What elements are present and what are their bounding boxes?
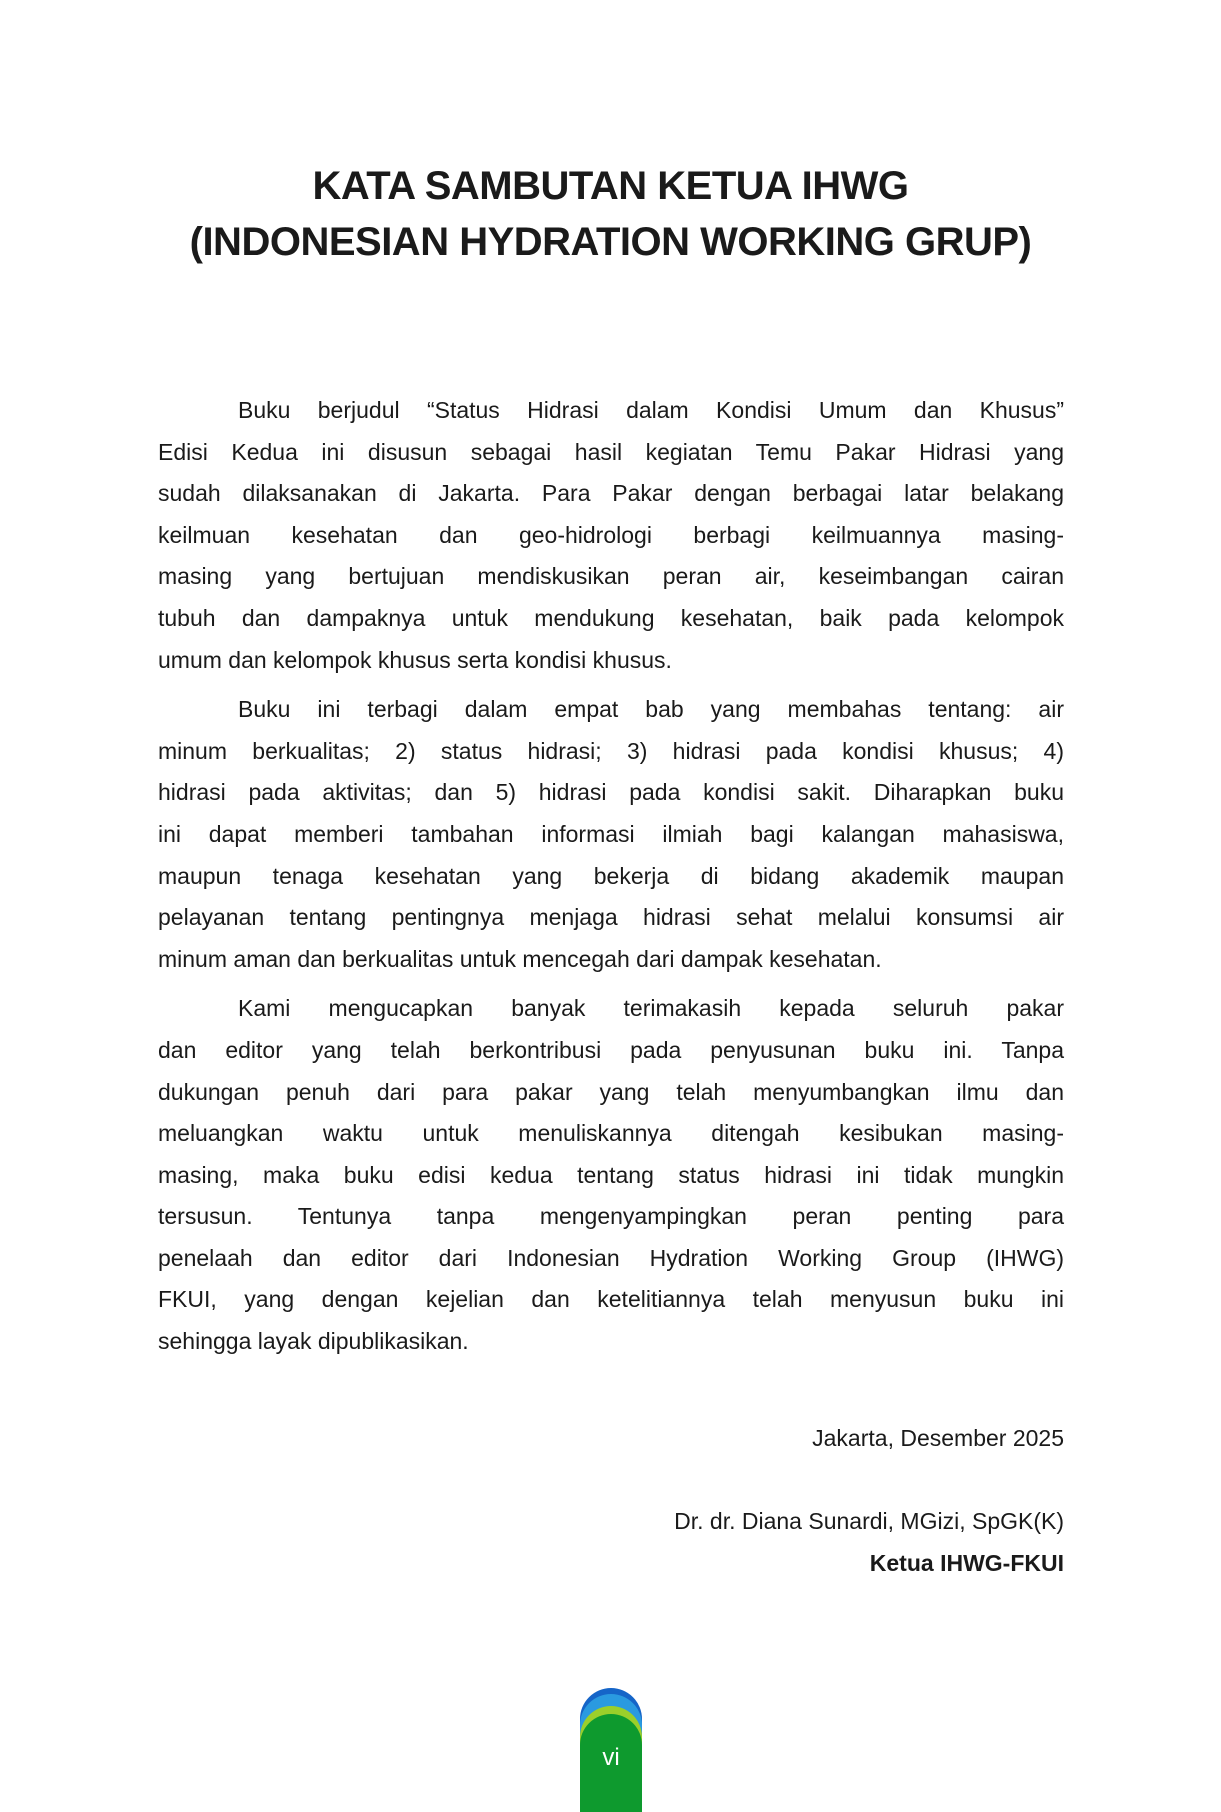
text-line: hidrasi pada aktivitas; dan 5) hidrasi pada kondisi sakit. Diharapkan buku bbox=[158, 779, 1064, 806]
body-text bbox=[158, 390, 1064, 1371]
text-line: Buku ini terbagi dalam empat bab yang membahas tentang: air bbox=[238, 696, 1064, 723]
place-date: Jakarta, Desember 2025 bbox=[812, 1425, 1064, 1451]
text-line: FKUI, yang dengan kejelian dan ketelitiannya telah menyusun buku ini bbox=[158, 1286, 1064, 1313]
text-line: masing, maka buku edisi kedua tentang status hidrasi ini tidak mungkin bbox=[158, 1161, 1064, 1188]
page-number-tab bbox=[580, 1688, 642, 1812]
text-line: umum dan kelompok khusus serta kondisi khusus. bbox=[158, 646, 672, 673]
text-line: dan editor yang telah berkontribusi pada penyusunan buku ini. Tanpa bbox=[158, 1036, 1064, 1063]
text-line: minum aman dan berkualitas untuk mencegah dari dampak kesehatan. bbox=[158, 945, 882, 972]
text-line: masing yang bertujuan mendiskusikan peran air, keseimbangan cairan bbox=[158, 563, 1064, 590]
text-line: Buku berjudul “Status Hidrasi dalam Kondisi Umum dan Khusus” bbox=[238, 397, 1064, 423]
text-line: Kami mengucapkan banyak terimakasih kepada seluruh pakar bbox=[238, 995, 1064, 1022]
paragraph bbox=[158, 390, 1064, 681]
paragraph bbox=[158, 988, 1064, 1362]
text-line: meluangkan waktu untuk menuliskannya ditengah kesibukan masing- bbox=[158, 1120, 1064, 1147]
text-line: maupun tenaga kesehatan yang bekerja di bidang akademik maupan bbox=[158, 862, 1064, 889]
text-line: keilmuan kesehatan dan geo-hidrologi berbagi keilmuannya masing- bbox=[158, 521, 1064, 548]
page-number: vi bbox=[602, 1744, 620, 1771]
text-line: penelaah dan editor dari Indonesian Hydration Working Group (IHWG) bbox=[158, 1244, 1064, 1271]
signatory-role: Ketua IHWG-FKUI bbox=[869, 1550, 1064, 1576]
page-title-line-2: (INDONESIAN HYDRATION WORKING GRUP) bbox=[189, 220, 1032, 264]
text-line: minum berkualitas; 2) status hidrasi; 3) hidrasi pada kondisi khusus; 4) bbox=[158, 737, 1064, 764]
text-line: sudah dilaksanakan di Jakarta. Para Pakar dengan berbagai latar belakang bbox=[158, 480, 1064, 507]
text-line: tubuh dan dampaknya untuk mendukung kesehatan, baik pada kelompok bbox=[158, 604, 1064, 631]
text-line: sehingga layak dipublikasikan. bbox=[158, 1328, 469, 1355]
text-line: ini dapat memberi tambahan informasi ilmiah bagi kalangan mahasiswa, bbox=[158, 820, 1064, 847]
text-line: tersusun. Tentunya tanpa mengenyampingkan peran penting para bbox=[158, 1203, 1064, 1230]
page-title-line-1: KATA SAMBUTAN KETUA IHWG bbox=[312, 164, 909, 208]
text-line: dukungan penuh dari para pakar yang telah menyumbangkan ilmu dan bbox=[158, 1078, 1064, 1105]
text-line: Edisi Kedua ini disusun sebagai hasil kegiatan Temu Pakar Hidrasi yang bbox=[158, 438, 1064, 465]
signatory-name: Dr. dr. Diana Sunardi, MGizi, SpGK(K) bbox=[674, 1508, 1064, 1534]
text-line: pelayanan tentang pentingnya menjaga hidrasi sehat melalui konsumsi air bbox=[158, 904, 1064, 931]
paragraph bbox=[158, 689, 1064, 980]
